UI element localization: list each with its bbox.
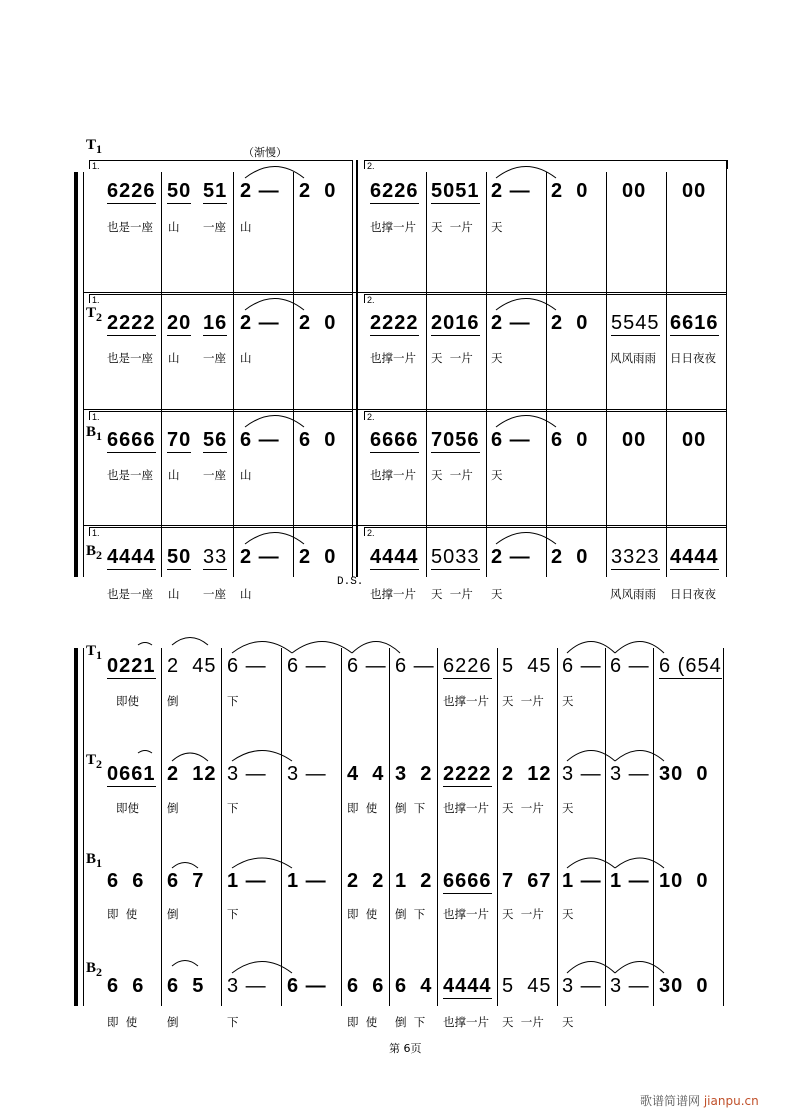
volta-1: 1. xyxy=(89,411,352,420)
note-group: 2 0 xyxy=(299,546,337,568)
lyric: 下 xyxy=(227,907,239,921)
note-group: 3 — xyxy=(227,763,267,785)
lyric: 即 使 xyxy=(347,907,378,921)
note-group: 0221 xyxy=(107,655,156,677)
lyric: 山 xyxy=(168,587,180,601)
note-group: 7 67 xyxy=(502,870,552,892)
lyric: 也撑一片 xyxy=(370,220,416,234)
note-group: 2 2 xyxy=(347,870,385,892)
note-group: 2 — xyxy=(240,312,280,334)
part-label-b2: $B_2$ xyxy=(86,543,103,562)
note-group: 00 xyxy=(622,180,647,202)
note-group: 70 xyxy=(167,429,192,451)
lyric: 天 一片 xyxy=(431,587,473,601)
note-group: 6 — xyxy=(395,655,435,677)
lyric: 也是一座 xyxy=(107,351,153,365)
note-group: 5051 xyxy=(431,180,480,202)
note-group: 2 — xyxy=(240,546,280,568)
note-group: 2 0 xyxy=(551,180,589,202)
note-group: 3 2 xyxy=(395,763,433,785)
lyric: 一座 xyxy=(203,220,226,234)
lyric: 倒 xyxy=(167,694,179,708)
note-group: 6 5 xyxy=(167,975,205,997)
note-group: 6 6 xyxy=(107,870,145,892)
lyric: 天 一片 xyxy=(431,351,473,365)
lyric: 天 xyxy=(491,351,503,365)
lyric: 天 xyxy=(491,220,503,234)
note-group: 1 — xyxy=(227,870,267,892)
lyric: 也撑一片 xyxy=(443,801,489,815)
lyric: 倒 下 xyxy=(395,1015,426,1029)
note-group: 4444 xyxy=(107,546,156,568)
lyric: 倒 下 xyxy=(395,801,426,815)
note-group: 50 xyxy=(167,546,192,568)
note-group: 2016 xyxy=(431,312,480,334)
volta-1: 1. xyxy=(89,527,352,536)
lyric: 天 xyxy=(491,587,503,601)
note-group: 4444 xyxy=(443,975,492,997)
note-group: 6 7 xyxy=(167,870,205,892)
note-group: 50 xyxy=(167,180,192,202)
note-group: 5545 xyxy=(611,312,660,334)
volta-2: 2. xyxy=(364,411,727,420)
note-group: 0661 xyxy=(107,763,156,785)
volta-2: 2. xyxy=(364,160,728,169)
lyric: 即 使 xyxy=(107,907,138,921)
note-group: 2222 xyxy=(370,312,419,334)
lyric: 即使 xyxy=(116,694,139,708)
lyric: 下 xyxy=(227,801,239,815)
note-group: 5033 xyxy=(431,546,480,568)
note-group: 2 12 xyxy=(502,763,552,785)
note-group: 6666 xyxy=(370,429,419,451)
note-group: 4444 xyxy=(370,546,419,568)
lyric: 天 一片 xyxy=(502,694,544,708)
lyric: 日日夜夜 xyxy=(670,587,716,601)
note-group: 6 — xyxy=(347,655,387,677)
note-group: 3 — xyxy=(562,763,602,785)
lyric: 下 xyxy=(227,694,239,708)
lyric: 天 一片 xyxy=(502,907,544,921)
watermark: 歌谱简谱网 jianpu.cn xyxy=(640,1094,759,1108)
lyric: 即 使 xyxy=(107,1015,138,1029)
lyric: 也是一座 xyxy=(107,587,153,601)
tempo-mark: （渐慢） xyxy=(243,146,287,159)
lyric: 天 xyxy=(491,468,503,482)
lyric: 山 xyxy=(168,468,180,482)
lyric: 一座 xyxy=(203,351,226,365)
volta-1: 1. xyxy=(89,294,352,303)
note-group: 1 — xyxy=(610,870,650,892)
note-group: 6 — xyxy=(287,655,327,677)
lyric: 倒 下 xyxy=(395,907,426,921)
note-group: 2 — xyxy=(240,180,280,202)
part-label-t2: $T_2$ xyxy=(86,305,103,324)
note-group: 6226 xyxy=(370,180,419,202)
note-group: 6 0 xyxy=(551,429,589,451)
note-group: 6 — xyxy=(287,975,327,997)
note-group: 4444 xyxy=(670,546,719,568)
note-group: 2 12 xyxy=(167,763,217,785)
lyric: 也撑一片 xyxy=(443,694,489,708)
note-group: 2 0 xyxy=(299,312,337,334)
note-group: 6666 xyxy=(107,429,156,451)
lyric: 天 xyxy=(562,694,574,708)
note-group: 00 xyxy=(622,429,647,451)
volta-2: 2. xyxy=(364,294,727,303)
note-group: 6 4 xyxy=(395,975,433,997)
part-label-t1: $T_1$ xyxy=(86,643,103,662)
lyric: 倒 xyxy=(167,801,179,815)
note-group: 1 — xyxy=(287,870,327,892)
lyric: 倒 xyxy=(167,1015,179,1029)
lyric: 也撑一片 xyxy=(370,587,416,601)
part-label-b1: $B_1$ xyxy=(86,424,103,443)
note-group: 2 — xyxy=(491,546,531,568)
note-group: 00 xyxy=(682,429,707,451)
lyric: 也撑一片 xyxy=(370,351,416,365)
note-group: 51 xyxy=(203,180,228,202)
note-group: 3 — xyxy=(610,763,650,785)
lyric: 即使 xyxy=(116,801,139,815)
lyric: 也是一座 xyxy=(107,468,153,482)
lyric: 山 xyxy=(240,587,252,601)
volta-2: 2. xyxy=(364,527,727,536)
note-group: 2 0 xyxy=(551,312,589,334)
lyric: 山 xyxy=(168,351,180,365)
note-group: 2 — xyxy=(491,312,531,334)
note-group: 6 — xyxy=(562,655,602,677)
lyric: 风风雨雨 xyxy=(610,587,656,601)
lyric: 天 一片 xyxy=(431,468,473,482)
note-group: 6 — xyxy=(227,655,267,677)
lyric: 日日夜夜 xyxy=(670,351,716,365)
dal-segno-mark: D.S. xyxy=(337,576,364,588)
lyric: 也撑一片 xyxy=(443,1015,489,1029)
part-label-b1: $B_1$ xyxy=(86,851,103,870)
lyric: 下 xyxy=(227,1015,239,1029)
note-group: 6616 xyxy=(670,312,719,334)
note-group: 6226 xyxy=(443,655,492,677)
part-label-b2: $B_2$ xyxy=(86,960,103,979)
lyric: 一座 xyxy=(203,587,226,601)
note-group: 33 xyxy=(203,546,228,568)
note-group: 00 xyxy=(682,180,707,202)
note-group: 5 45 xyxy=(502,975,552,997)
note-group: 1 2 xyxy=(395,870,433,892)
lyric: 山 xyxy=(240,220,252,234)
note-group: 16 xyxy=(203,312,228,334)
note-group: 6 — xyxy=(491,429,531,451)
note-group: 6 0 xyxy=(299,429,337,451)
note-group: 4 4 xyxy=(347,763,385,785)
lyric: 也撑一片 xyxy=(443,907,489,921)
page-number: 第 6页 xyxy=(389,1042,422,1055)
note-group: 6 6 xyxy=(107,975,145,997)
note-group: 10 0 xyxy=(659,870,709,892)
note-group: 30 0 xyxy=(659,975,709,997)
lyric: 山 xyxy=(168,220,180,234)
note-group: 7056 xyxy=(431,429,480,451)
note-group: 1 — xyxy=(562,870,602,892)
note-group: 30 0 xyxy=(659,763,709,785)
note-group: 20 xyxy=(167,312,192,334)
part-label-t1: $T_1$ xyxy=(86,137,103,156)
lyric: 也是一座 xyxy=(107,220,153,234)
lyric: 也撑一片 xyxy=(370,468,416,482)
note-group: 3 — xyxy=(610,975,650,997)
note-group: 2 45 xyxy=(167,655,217,677)
lyric: 一座 xyxy=(203,468,226,482)
note-group: 3323 xyxy=(611,546,660,568)
note-group: 56 xyxy=(203,429,228,451)
lyric: 即 使 xyxy=(347,1015,378,1029)
lyric: 天 一片 xyxy=(502,1015,544,1029)
note-group: 2222 xyxy=(443,763,492,785)
note-group: 3 — xyxy=(562,975,602,997)
note-group: 6 6 xyxy=(347,975,385,997)
lyric: 天 一片 xyxy=(502,801,544,815)
note-group: 6 — xyxy=(610,655,650,677)
note-group: 2 0 xyxy=(551,546,589,568)
lyric: 倒 xyxy=(167,907,179,921)
note-group: 2 — xyxy=(491,180,531,202)
note-group: 6 — xyxy=(240,429,280,451)
lyric: 天 一片 xyxy=(431,220,473,234)
note-group: 2222 xyxy=(107,312,156,334)
note-group: 6666 xyxy=(443,870,492,892)
note-group: 2 0 xyxy=(299,180,337,202)
lyric: 天 xyxy=(562,907,574,921)
part-label-t2: $T_2$ xyxy=(86,752,103,771)
note-group: 3 — xyxy=(287,763,327,785)
note-group: 3 — xyxy=(227,975,267,997)
lyric: 天 xyxy=(562,801,574,815)
lyric: 山 xyxy=(240,351,252,365)
lyric: 天 xyxy=(562,1015,574,1029)
note-group: 5 45 xyxy=(502,655,552,677)
volta-1: 1. xyxy=(89,160,353,169)
lyric: 山 xyxy=(240,468,252,482)
note-group: 6 (654 xyxy=(659,655,722,677)
lyric: 风风雨雨 xyxy=(610,351,656,365)
note-group: 6226 xyxy=(107,180,156,202)
lyric: 即 使 xyxy=(347,801,378,815)
